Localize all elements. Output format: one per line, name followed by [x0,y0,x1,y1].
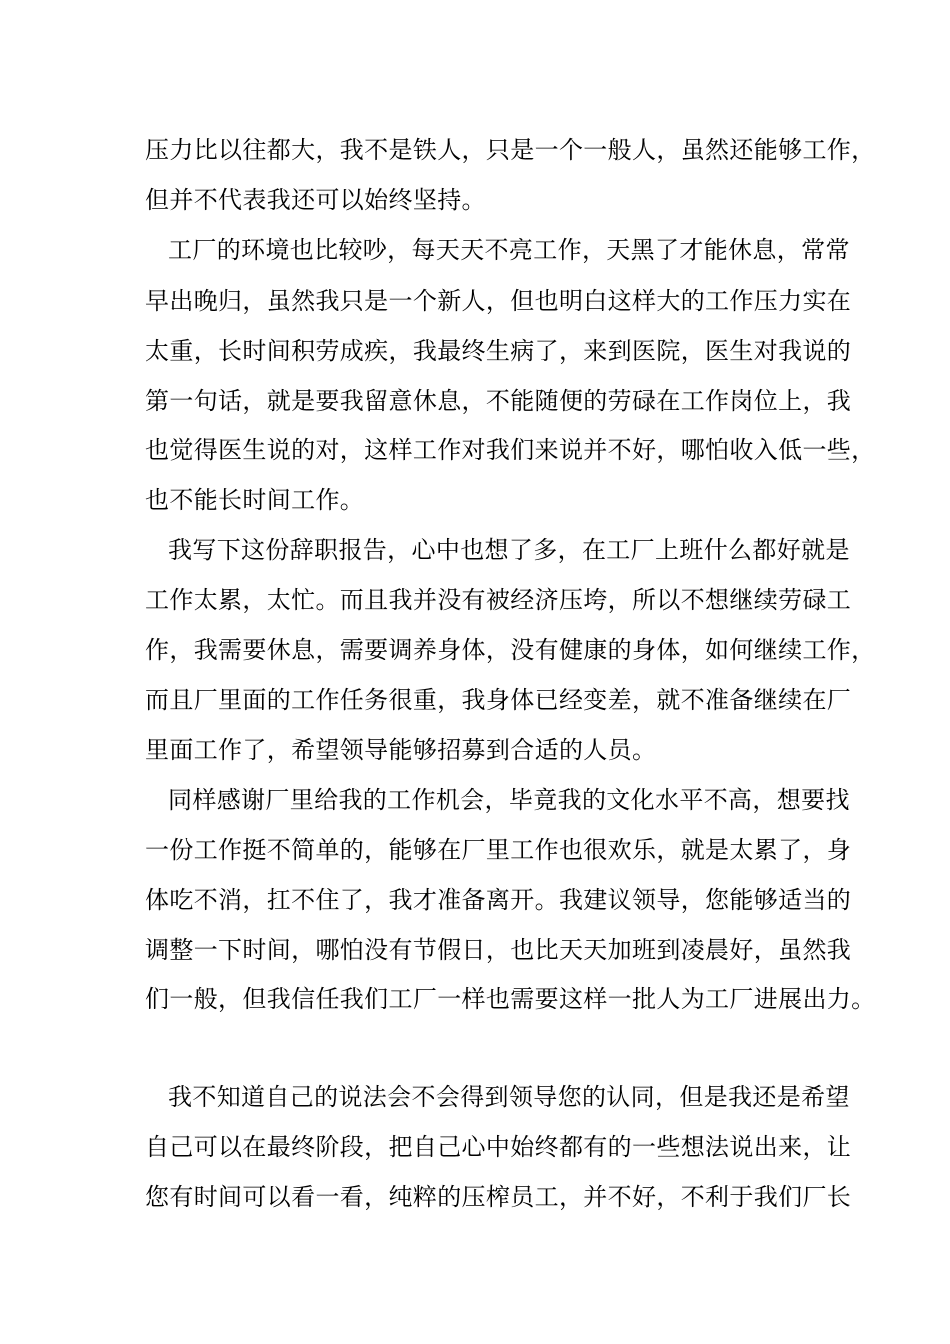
text-line: 第一句话，就是要我留意休息，不能随便的劳碌在工作岗位上，我 [145,387,852,415]
text-line: 一份工作挺不简单的，能够在厂里工作也很欢乐，就是太累了，身 [145,836,852,864]
text-line: 里面工作了，希望领导能够招募到合适的人员。 [145,736,657,764]
text-line: 工作太累，太忙。而且我并没有被经济压垮，所以不想继续劳碌工 [145,586,852,614]
text-line: 但并不代表我还可以始终坚持。 [145,186,486,214]
paragraph-start-line: 我写下这份辞职报告，心中也想了多，在工厂上班什么都好就是 [168,536,850,564]
text-line: 也觉得医生说的对，这样工作对我们来说并不好，哪怕收入低一些， [145,436,876,464]
text-line: 太重，长时间积劳成疾，我最终生病了，来到医院，医生对我说的 [145,337,852,365]
text-line: 您有时间可以看一看，纯粹的压榨员工，并不好，不利于我们厂长 [145,1183,852,1211]
paragraph-start-line: 工厂的环境也比较吵，每天天不亮工作，天黑了才能休息，常常 [168,236,850,264]
text-line: 体吃不消，扛不住了，我才准备离开。我建议领导，您能够适当的 [145,886,852,914]
text-line: 自己可以在最终阶段，把自己心中始终都有的一些想法说出来，让 [145,1133,852,1161]
text-line: 调整一下时间，哪怕没有节假日，也比天天加班到凌晨好，虽然我 [145,936,852,964]
paragraph-start-line: 同样感谢厂里给我的工作机会，毕竟我的文化水平不高，想要找 [168,786,850,814]
text-line: 也不能长时间工作。 [145,486,365,514]
paragraph-start-line: 我不知道自己的说法会不会得到领导您的认同，但是我还是希望 [168,1083,850,1111]
text-line: 压力比以往都大，我不是铁人，只是一个一般人，虽然还能够工作， [145,136,876,164]
text-line: 而且厂里面的工作任务很重，我身体已经变差，就不准备继续在厂 [145,686,852,714]
text-line: 们一般，但我信任我们工厂一样也需要这样一批人为工厂进展出力。 [145,985,876,1013]
text-line: 早出晚归，虽然我只是一个新人，但也明白这样大的工作压力实在 [145,287,852,315]
text-line: 作，我需要休息，需要调养身体，没有健康的身体，如何继续工作， [145,636,876,664]
